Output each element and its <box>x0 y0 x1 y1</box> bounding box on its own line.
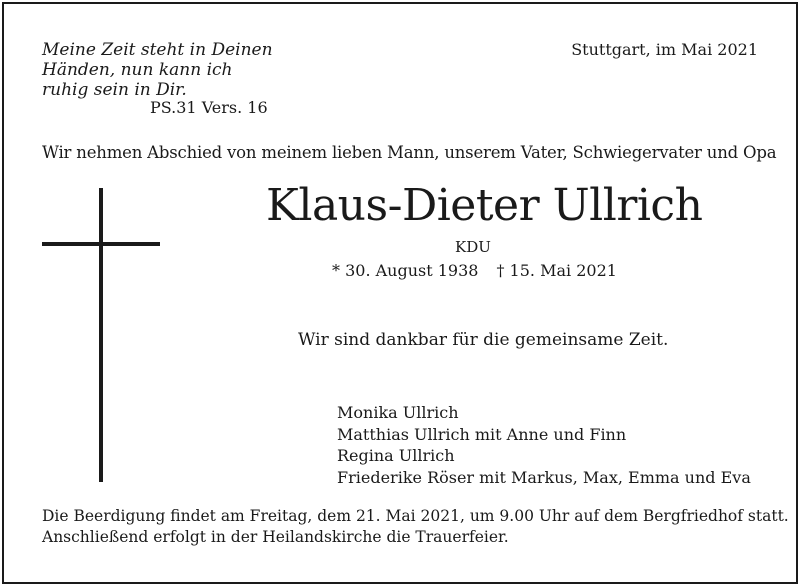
life-dates <box>332 261 617 280</box>
family-member: Regina Ullrich <box>337 446 455 465</box>
deceased-nickname: KDU <box>455 238 491 256</box>
cross-vertical-bar <box>99 188 103 482</box>
verse-line-3: ruhig sein in Dir. <box>42 80 187 100</box>
verse-line-2: Händen, nun kann ich <box>42 60 233 80</box>
family-list <box>337 402 751 488</box>
deceased-name: Klaus-Dieter Ullrich <box>266 180 703 231</box>
birth-date: * 30. August 1938 <box>332 261 479 280</box>
thanks-text: Wir sind dankbar für die gemeinsame Zeit. <box>298 330 669 350</box>
cross-horizontal-bar <box>42 242 160 246</box>
bible-verse <box>42 40 273 100</box>
family-member: Matthias Ullrich mit Anne und Finn <box>337 424 627 444</box>
funeral-info <box>42 506 789 548</box>
funeral-line-1: Die Beerdigung findet am Freitag, dem 21. Mai 2021, um 9.00 Uhr auf dem Bergfriedhof statt. <box>42 507 789 525</box>
obituary-notice <box>2 2 798 584</box>
family-member: Monika Ullrich <box>337 403 459 422</box>
family-member: Friederike Röser mit Markus, Max, Emma und Eva <box>337 467 751 487</box>
death-date: † 15. Mai 2021 <box>496 261 617 280</box>
farewell-text: Wir nehmen Abschied von meinem lieben Mann, unserem Vater, Schwiegervater und Opa <box>42 143 777 162</box>
place-and-date: Stuttgart, im Mai 2021 <box>571 40 758 59</box>
funeral-line-2: Anschließend erfolgt in der Heilandskirche die Trauerfeier. <box>42 528 509 546</box>
verse-reference: PS.31 Vers. 16 <box>150 98 268 117</box>
verse-line-1: Meine Zeit steht in Deinen <box>42 40 273 60</box>
